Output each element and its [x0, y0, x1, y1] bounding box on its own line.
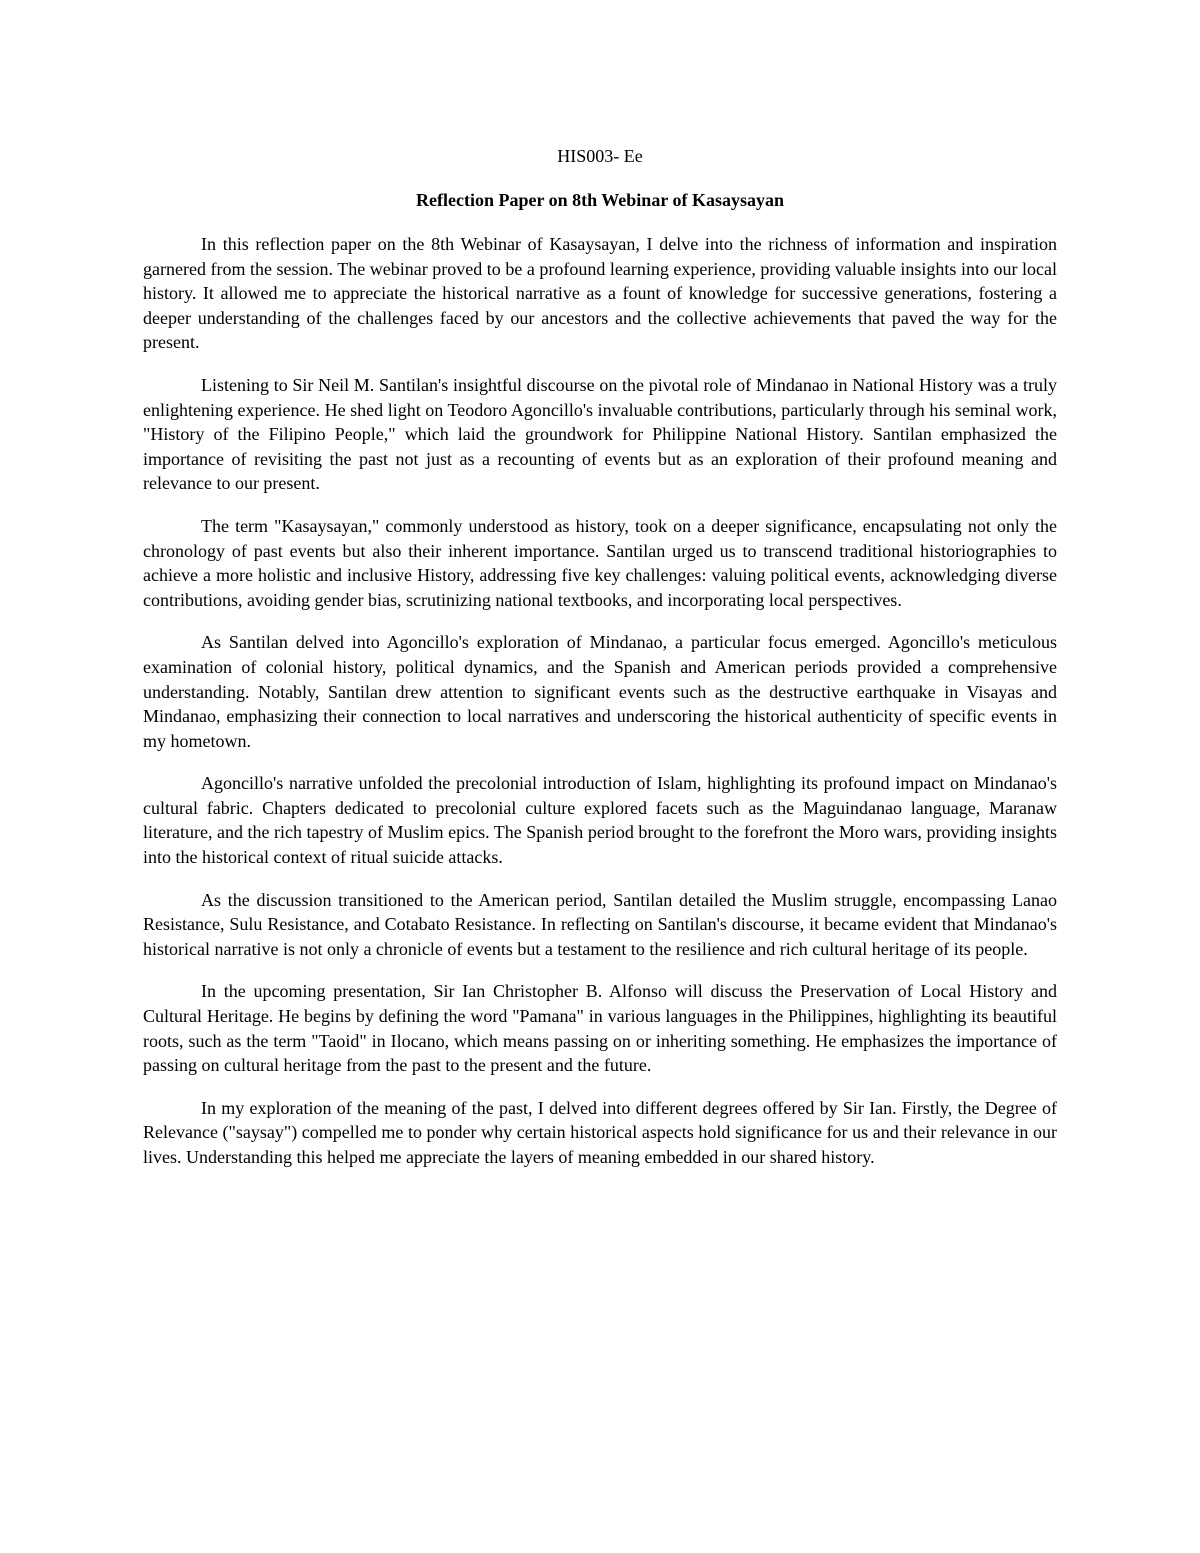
paragraph-5: Agoncillo's narrative unfolded the precolonial introduction of Islam, highlighting its profound impact on Mindanao's cultural fabric. Chapters dedicated to precolonial culture explored facets such as the Maguindanao language, Maranaw literature, and the rich tapestry of Muslim epics. The Spanish period brought to the forefront the Moro wars, providing insights into the historical context of ritual suicide attacks.	[143, 773, 1057, 868]
paragraph-6: As the discussion transitioned to the American period, Santilan detailed the Muslim struggle, encompassing Lanao Resistance, Sulu Resistance, and Cotabato Resistance. In reflecting on Santilan's discourse, it became evident that Mindanao's historical narrative is not only a chronicle of events but a testament to the resilience and rich cultural heritage of its people.	[143, 889, 1057, 959]
course-code: HIS003- Ee	[557, 146, 643, 166]
paragraph-7: In the upcoming presentation, Sir Ian Christopher B. Alfonso will discuss the Preservation of Local History and Cultural Heritage. He begins by defining the word "Pamana" in various languages in the Philippines, highlighting its beautiful roots, such as the term "Taoid" in Ilocano, which means passing on or inheriting something. He emphasizes the importance of passing on cultural heritage from the past to the present and the future.	[143, 981, 1057, 1076]
paragraph-3: The term "Kasaysayan," commonly understood as history, took on a deeper significance, encapsulating not only the chronology of past events but also their inherent importance. Santilan urged us to transcend traditional historiographies to achieve a more holistic and inclusive History, addressing five key challenges: valuing political events, acknowledging diverse contributions, avoiding gender bias, scrutinizing national textbooks, and incorporating local perspectives.	[143, 515, 1057, 610]
document-body	[143, 232, 1057, 1188]
paragraph-4: As Santilan delved into Agoncillo's exploration of Mindanao, a particular focus emerged. Agoncillo's meticulous examination of colonial history, political dynamics, and the Spanish and American periods provided a comprehensive understanding. Notably, Santilan drew attention to significant events such as the destructive earthquake in Visayas and Mindanao, emphasizing their connection to local narratives and underscoring the historical authenticity of specific events in my hometown.	[143, 632, 1057, 751]
paragraph-8: In my exploration of the meaning of the past, I delved into different degrees offered by Sir Ian. Firstly, the Degree of Relevance ("saysay") compelled me to ponder why certain historical aspects hold significance for us and their relevance in our lives. Understanding this helped me appreciate the layers of meaning embedded in our shared history.	[143, 1097, 1057, 1167]
paragraph-2: Listening to Sir Neil M. Santilan's insightful discourse on the pivotal role of Mindanao in National History was a truly enlightening experience. He shed light on Teodoro Agoncillo's invaluable contributions, particularly through his seminal work, "History of the Filipino People," which laid the groundwork for Philippine National History. Santilan emphasized the importance of revisiting the past not just as a recounting of events but as an exploration of their profound meaning and relevance to our present.	[143, 374, 1057, 494]
paragraph-1: In this reflection paper on the 8th Webinar of Kasaysayan, I delve into the richness of information and inspiration garnered from the session. The webinar proved to be a profound learning experience, providing valuable insights into our local history. It allowed me to appreciate the historical narrative as a fount of knowledge for successive generations, fostering a deeper understanding of the challenges faced by our ancestors and the collective achievements that paved the way for the present.	[143, 234, 1057, 353]
document-title: Reflection Paper on 8th Webinar of Kasaysayan	[415, 190, 784, 210]
